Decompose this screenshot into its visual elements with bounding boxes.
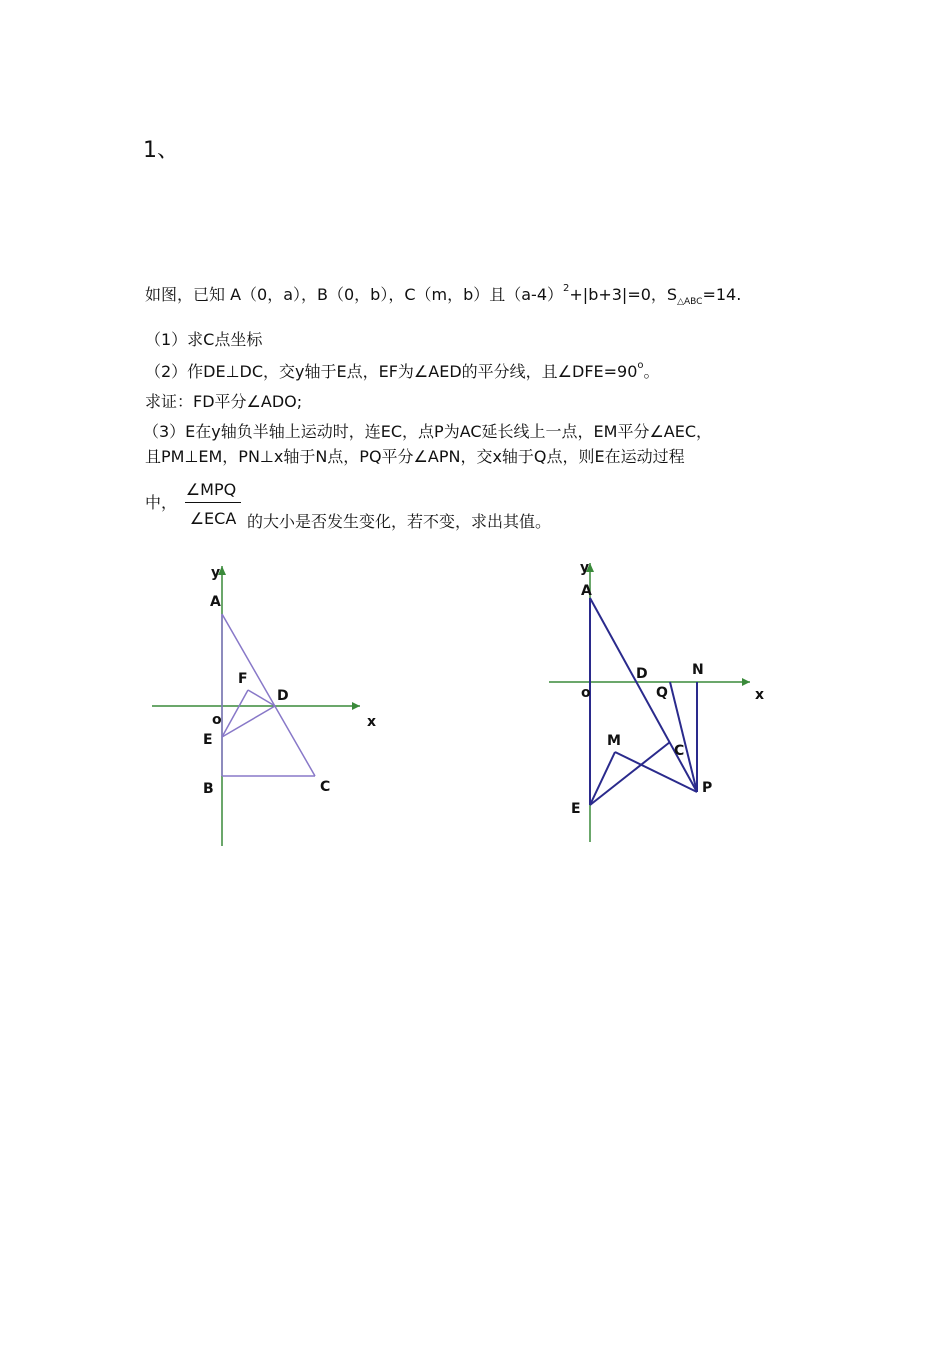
figure-1 xyxy=(152,565,376,846)
fig1-label-A: A xyxy=(210,594,221,610)
fig1-x-arrow xyxy=(352,702,360,710)
fig2-label-N: N xyxy=(692,662,704,678)
fig1-label-C: C xyxy=(320,779,331,795)
fig1-label-o: o xyxy=(212,712,222,728)
fig1-label-E: E xyxy=(203,732,213,748)
fig1-label-y: y xyxy=(211,565,221,581)
fig1-label-x: x xyxy=(367,714,377,730)
fig1-label-F: F xyxy=(238,671,248,687)
fig2-label-M: M xyxy=(607,733,621,749)
fig2-label-o: o xyxy=(581,685,591,701)
part-2: （2）作DE⊥DC，交y轴于E点，EF为∠AED的平分线，且$\angle DFE=90^o$。 xyxy=(145,360,660,381)
part-3-line-2: 且PM⊥EM，PN⊥x轴于N点，PQ平分∠APN，交x轴于Q点，则E在运动过程 xyxy=(145,447,685,466)
fig2-label-y: y xyxy=(580,560,590,576)
fig2-x-arrow xyxy=(742,678,750,686)
fig1-line-AC xyxy=(222,614,315,776)
problem-intro: 如图，已知 A（0，a），B（0，b），C（m，b）且$(a-4)^2+|b+3|=0$，$S_{\triangle ABC}=14$. xyxy=(145,283,742,307)
fig2-label-Q: Q xyxy=(656,685,668,701)
fig2-label-x: x xyxy=(755,687,765,703)
fig1-label-D: D xyxy=(277,688,289,704)
part-3-line-3-prefix: 中， xyxy=(145,493,178,512)
fig1-label-B: B xyxy=(203,781,214,797)
fraction-numerator: ∠MPQ xyxy=(185,480,237,499)
part-3-line-1: （3）E在y轴负半轴上运动时，连EC，点P为AC延长线上一点，EM平分∠AEC， xyxy=(143,422,713,441)
fig2-label-A: A xyxy=(581,583,592,599)
fig2-label-P: P xyxy=(702,780,713,796)
fig2-line-EM xyxy=(590,752,615,805)
fig2-line-QP xyxy=(670,682,697,792)
fig2-label-E: E xyxy=(571,801,581,817)
part-1: （1）求C点坐标 xyxy=(145,330,263,349)
fig2-line-MP xyxy=(615,752,697,792)
fig2-label-C: C xyxy=(674,743,685,759)
fraction-denominator: ∠ECA xyxy=(189,509,237,528)
part-3-line-3-suffix: 的大小是否发生变化，若不变，求出其值。 xyxy=(247,512,552,531)
part-2-prove: 求证：FD平分∠ADO; xyxy=(145,392,303,411)
figure-2 xyxy=(549,560,764,842)
fig2-label-D: D xyxy=(636,666,648,682)
problem-number: 1、 xyxy=(143,138,179,163)
